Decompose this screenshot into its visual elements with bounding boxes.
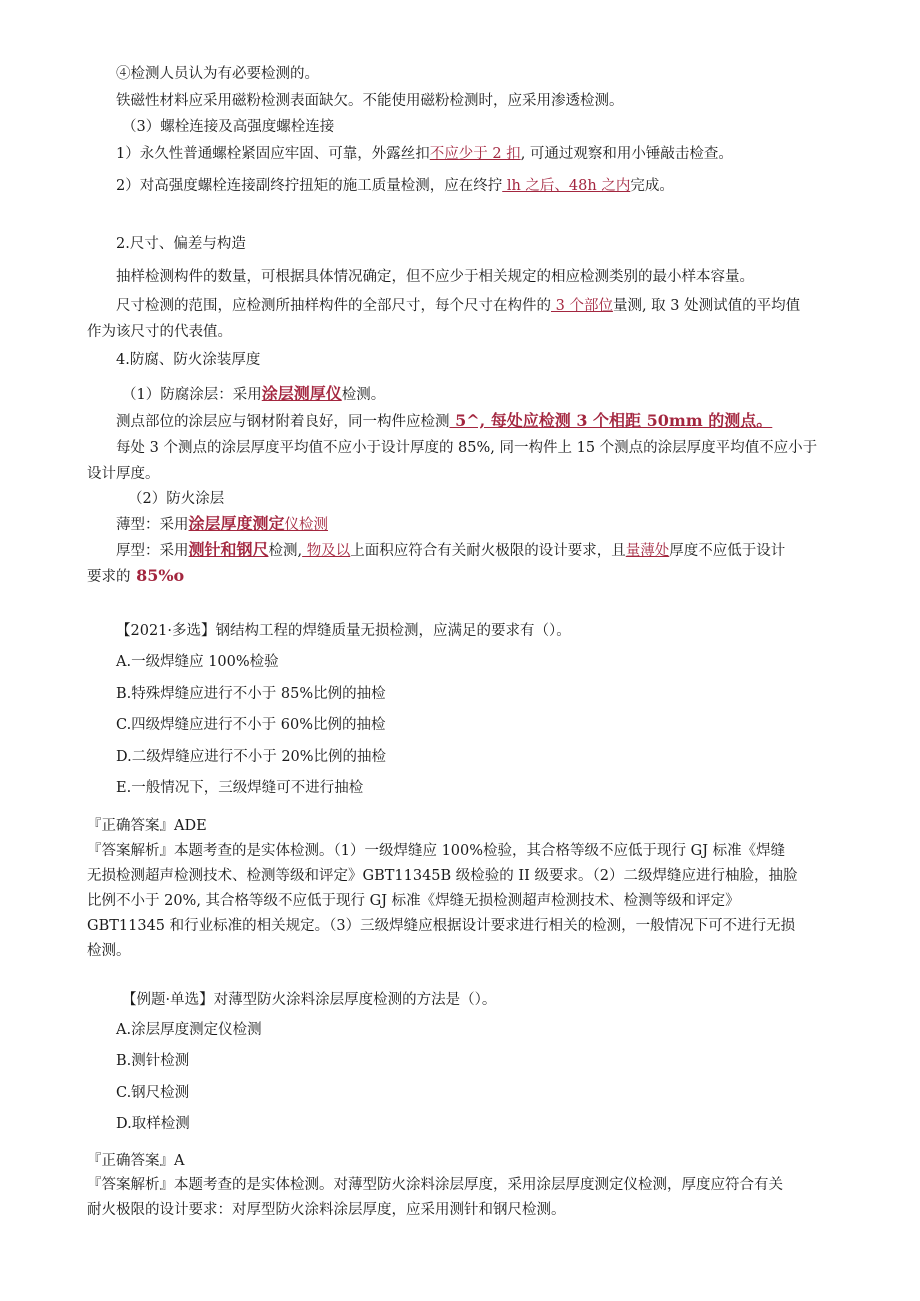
option-d: D.二级焊缝应进行不小于 20%比例的抽检 [116,749,387,765]
text-segment: 上面积应符合有关耐火极限的设计要求，且 [350,543,626,559]
analysis-line: 耐火极限的设计要求：对厚型防火涂料涂层厚度，应采用测针和钢尺检测。 [87,1202,566,1218]
text-segment: 要求的 [87,569,131,585]
subheading-number: （3） [122,119,161,135]
text-line [116,176,674,196]
analysis-line: 『答案解析』本题考查的是实体检测。对薄型防火涂料涂层厚度，采用涂层厚度测定仪检测，厚度应符合有关 [87,1177,783,1193]
text-segment: 检测。 [341,387,386,403]
correct-answer: 『正确答案』A [87,1153,185,1169]
question-stem: 【2021·多选】钢结构工程的焊缝质量无损检测，应满足的要求有（）。 [116,623,571,639]
text-segment: 薄型：采用 [116,517,189,533]
section-heading: 4.防腐、防火涂装厚度 [116,352,261,368]
highlighted-text: lh 之后、48h 之内 [502,178,631,194]
option-b: B.特殊焊缝应进行不小于 85%比例的抽检 [116,686,386,702]
section-heading: 2.尺寸、偏差与构造 [116,236,246,252]
text-segment: 量测, 取 3 处测试值的平均值 [612,298,801,314]
text-line [122,384,385,405]
option-a: A.一级焊缝应 100%检验 [116,654,279,670]
text-line [116,296,800,316]
text-segment: 尺寸检测的范围，应检测所抽样构件的全部尺寸，每个尺寸在构件的 [116,298,551,314]
option-a: A.涂层厚度测定仪检测 [116,1022,262,1038]
option-e: E.一般情况下，三级焊缝可不进行抽检 [116,780,364,796]
subheading [122,117,334,137]
highlighted-text: 仪检测 [284,517,329,533]
text-segment: 检测, [268,543,303,559]
highlighted-text: 量薄处 [625,543,670,559]
option-b: B.测针检测 [116,1053,190,1069]
option-d: D.取样检测 [116,1116,190,1132]
highlighted-text: 物及以 [302,543,351,559]
text-line [116,411,772,432]
text-segment: 厚型：采用 [116,543,189,559]
text-line: 铁磁性材料应采用磁粉检测表面缺欠。不能使用磁粉检测时，应采用渗透检测。 [116,93,624,109]
analysis-line: 『答案解析』本题考查的是实体检测。（1）一级焊缝应 100%检验，其合格等级不应低于现行 GJ 标准《焊缝 [87,843,786,859]
text-segment: 1）永久性普通螺栓紧固应牢固、可靠，外露丝扣 [116,146,430,162]
text-line [116,540,785,561]
text-line [116,144,733,164]
text-line: ④检测人员认为有必要检测的。 [116,66,319,82]
text-segment: 2）对高强度螺栓连接副终拧扭矩的施工质量检测，应在终拧 [116,178,503,194]
analysis-line: 无损检测超声检测技术、检测等级和评定》GBT11345B 级检验的 II 级要求。（2）二级焊缝应进行柚脸，抽脸 [87,868,798,884]
text-segment: （1）防腐涂层：采用 [122,387,262,403]
text-segment: 厚度不应低于设计 [669,543,786,559]
question-stem: 【例题·单选】对薄型防火涂料涂层厚度检测的方法是（）。 [122,992,497,1008]
text-line: 抽样检测构件的数量，可根据具体情况确定，但不应少于相关规定的相应检测类别的最小样本容量。 [116,269,754,285]
text-line [87,566,184,587]
analysis-line: 比例不小于 20%, 其合格等级不应低于现行 GJ 标准《焊缝无损检测超声检测技术、检测等级和评定》 [87,893,740,909]
highlighted-text: 不应少于 2 扣 [429,146,521,162]
analysis-line: 检测。 [87,943,131,959]
option-c: C.四级焊缝应进行不小于 60%比例的抽检 [116,717,386,733]
highlighted-text: 涂层测厚仪 [261,384,342,403]
text-segment: 完成。 [630,178,674,194]
text-line: 每处 3 个测点的涂层厚度平均值不应小于设计厚度的 85%, 同一构件上 15 个测点的涂层厚度平均值不应小于 [116,440,818,456]
subheading-text: 螺栓连接及高强度螺栓连接 [160,119,335,135]
text-segment: , 可通过观察和用小锤敲击检查。 [520,146,733,162]
subheading: （2）防火涂层 [128,491,225,507]
highlighted-text: 85%o [130,566,185,585]
correct-answer: 『正确答案』ADE [87,818,207,834]
text-line: 作为该尺寸的代表值。 [87,324,232,340]
highlighted-text: 测针和钢尺 [188,540,269,559]
text-line: 设计厚度。 [87,466,160,482]
text-line [116,514,328,535]
highlighted-text: 3 个部位 [551,298,613,314]
highlighted-text: 5^, 每处应检测 3 个相距 50mm 的测点。 [449,411,773,430]
analysis-line: GBT11345 和行业标准的相关规定。（3）三级焊缝应根据设计要求进行相关的检测，一般情况下可不进行无损 [87,918,796,934]
highlighted-text: 涂层厚度测定 [188,514,285,533]
option-c: C.钢尺检测 [116,1085,190,1101]
text-segment: 测点部位的涂层应与钢材附着良好，同一构件应检测 [116,414,450,430]
